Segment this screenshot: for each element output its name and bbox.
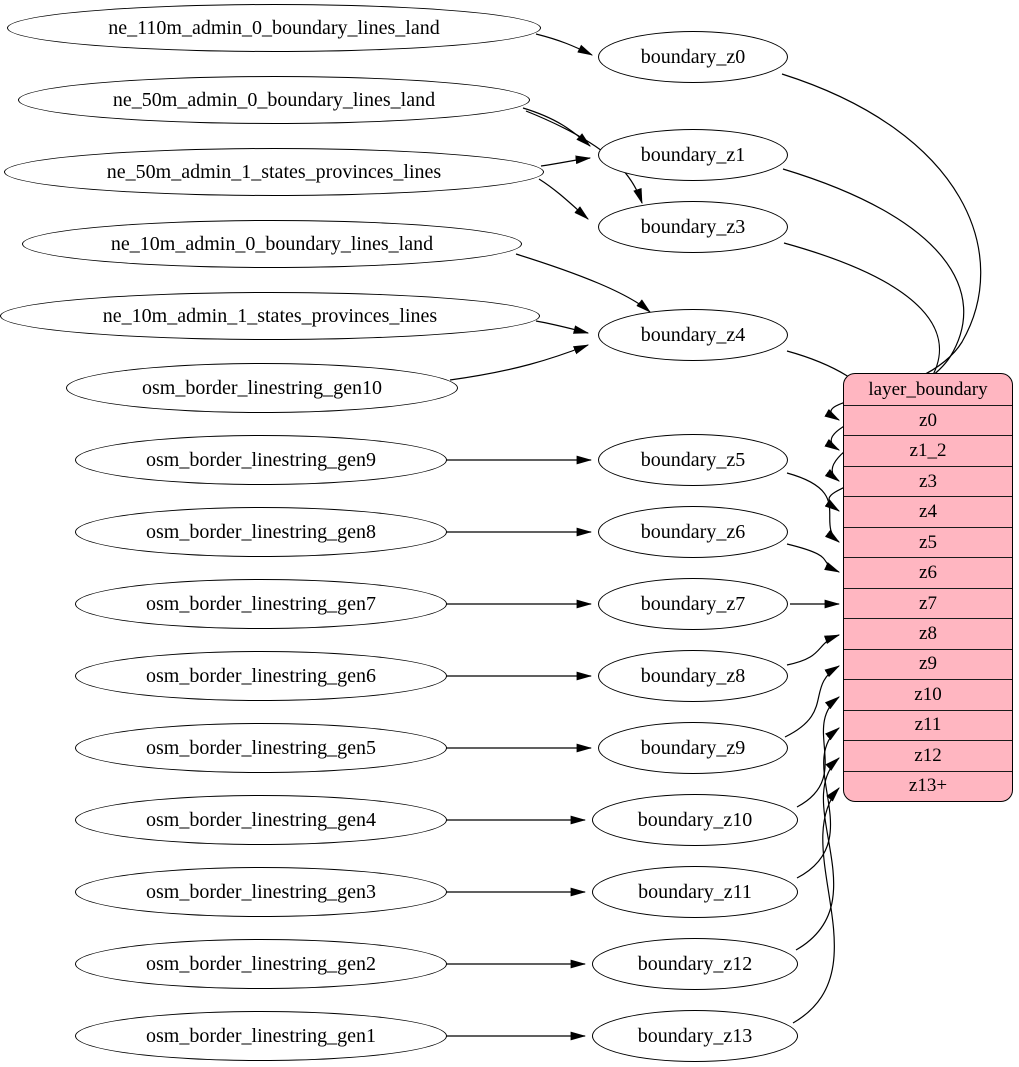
node-boundary_z6: boundary_z6: [598, 506, 788, 558]
record-row-z10: z10: [844, 679, 1012, 709]
node-osm_border_linestring_gen2: osm_border_linestring_gen2: [75, 939, 447, 989]
record-row-z8: z8: [844, 618, 1012, 648]
edge-boundary_z6-to-layer_boundary-z6: [787, 544, 839, 572]
record-row-z7: z7: [844, 588, 1012, 618]
record-row-z9: z9: [844, 649, 1012, 679]
node-boundary_z7: boundary_z7: [598, 578, 788, 630]
node-osm_border_linestring_gen4: osm_border_linestring_gen4: [75, 795, 447, 845]
record-title: layer_boundary: [868, 378, 988, 400]
node-boundary_z11: boundary_z11: [592, 866, 798, 918]
record-row-z11: z11: [844, 710, 1012, 740]
node-boundary_z8: boundary_z8: [598, 650, 788, 702]
node-boundary_z0: boundary_z0: [598, 31, 788, 83]
node-boundary_z9: boundary_z9: [598, 722, 788, 774]
record-row-z12: z12: [844, 740, 1012, 770]
node-boundary_z13: boundary_z13: [592, 1010, 798, 1062]
record-row-z4: z4: [844, 496, 1012, 526]
record-row-z6: z6: [844, 557, 1012, 587]
record-row-z5: z5: [844, 527, 1012, 557]
node-boundary_z1: boundary_z1: [598, 129, 788, 181]
node-ne_110m_admin_0_boundary_lines_land: ne_110m_admin_0_boundary_lines_land: [7, 4, 541, 52]
edge-boundary_z10-to-layer_boundary-z10: [797, 697, 839, 807]
node-ne_10m_admin_0_boundary_lines_land: ne_10m_admin_0_boundary_lines_land: [22, 220, 522, 268]
node-ne_50m_admin_0_boundary_lines_land: ne_50m_admin_0_boundary_lines_land: [18, 76, 530, 124]
node-osm_border_linestring_gen7: osm_border_linestring_gen7: [75, 579, 447, 629]
edge-ne_50m_admin_1_states_provinces_lines-to-boundary_z3: [539, 179, 588, 219]
record-node-layer_boundary: [843, 373, 1013, 802]
node-osm_border_linestring_gen5: osm_border_linestring_gen5: [75, 723, 447, 773]
record-row-z0: z0: [844, 405, 1012, 435]
node-osm_border_linestring_gen6: osm_border_linestring_gen6: [75, 651, 447, 701]
edge-boundary_z8-to-layer_boundary-z8: [787, 635, 839, 665]
edge-osm_border_linestring_gen10-to-boundary_z4: [450, 345, 588, 380]
record-row-z3: z3: [844, 466, 1012, 496]
edge-boundary_z13-to-layer_boundary-z13+: [793, 788, 839, 1023]
edge-boundary_z0-to-layer_boundary-z0: [782, 74, 981, 420]
node-osm_border_linestring_gen3: osm_border_linestring_gen3: [75, 867, 447, 917]
edge-boundary_z9-to-layer_boundary-z9: [785, 666, 839, 737]
record-row-z13+: z13+: [844, 771, 1012, 801]
record-row-z1_2: z1_2: [844, 435, 1012, 465]
node-ne_10m_admin_1_states_provinces_lines: ne_10m_admin_1_states_provinces_lines: [0, 292, 540, 340]
node-boundary_z3: boundary_z3: [598, 201, 788, 253]
node-boundary_z4: boundary_z4: [598, 309, 788, 361]
node-osm_border_linestring_gen1: osm_border_linestring_gen1: [75, 1011, 447, 1061]
edge-ne_110m_admin_0_boundary_lines_land-to-boundary_z0: [536, 34, 592, 55]
edge-ne_50m_admin_1_states_provinces_lines-to-boundary_z1: [541, 158, 590, 166]
node-boundary_z12: boundary_z12: [592, 938, 798, 990]
edge-ne_10m_admin_0_boundary_lines_land-to-boundary_z4: [516, 254, 650, 312]
node-osm_border_linestring_gen9: osm_border_linestring_gen9: [75, 435, 447, 485]
node-boundary_z5: boundary_z5: [598, 434, 788, 486]
node-ne_50m_admin_1_states_provinces_lines: ne_50m_admin_1_states_provinces_lines: [4, 148, 544, 196]
node-osm_border_linestring_gen10: osm_border_linestring_gen10: [66, 363, 458, 413]
node-osm_border_linestring_gen8: osm_border_linestring_gen8: [75, 507, 447, 557]
edge-ne_10m_admin_1_states_provinces_lines-to-boundary_z4: [536, 321, 588, 333]
edge-boundary_z5-to-layer_boundary-z5: [787, 473, 839, 542]
node-boundary_z10: boundary_z10: [592, 794, 798, 846]
